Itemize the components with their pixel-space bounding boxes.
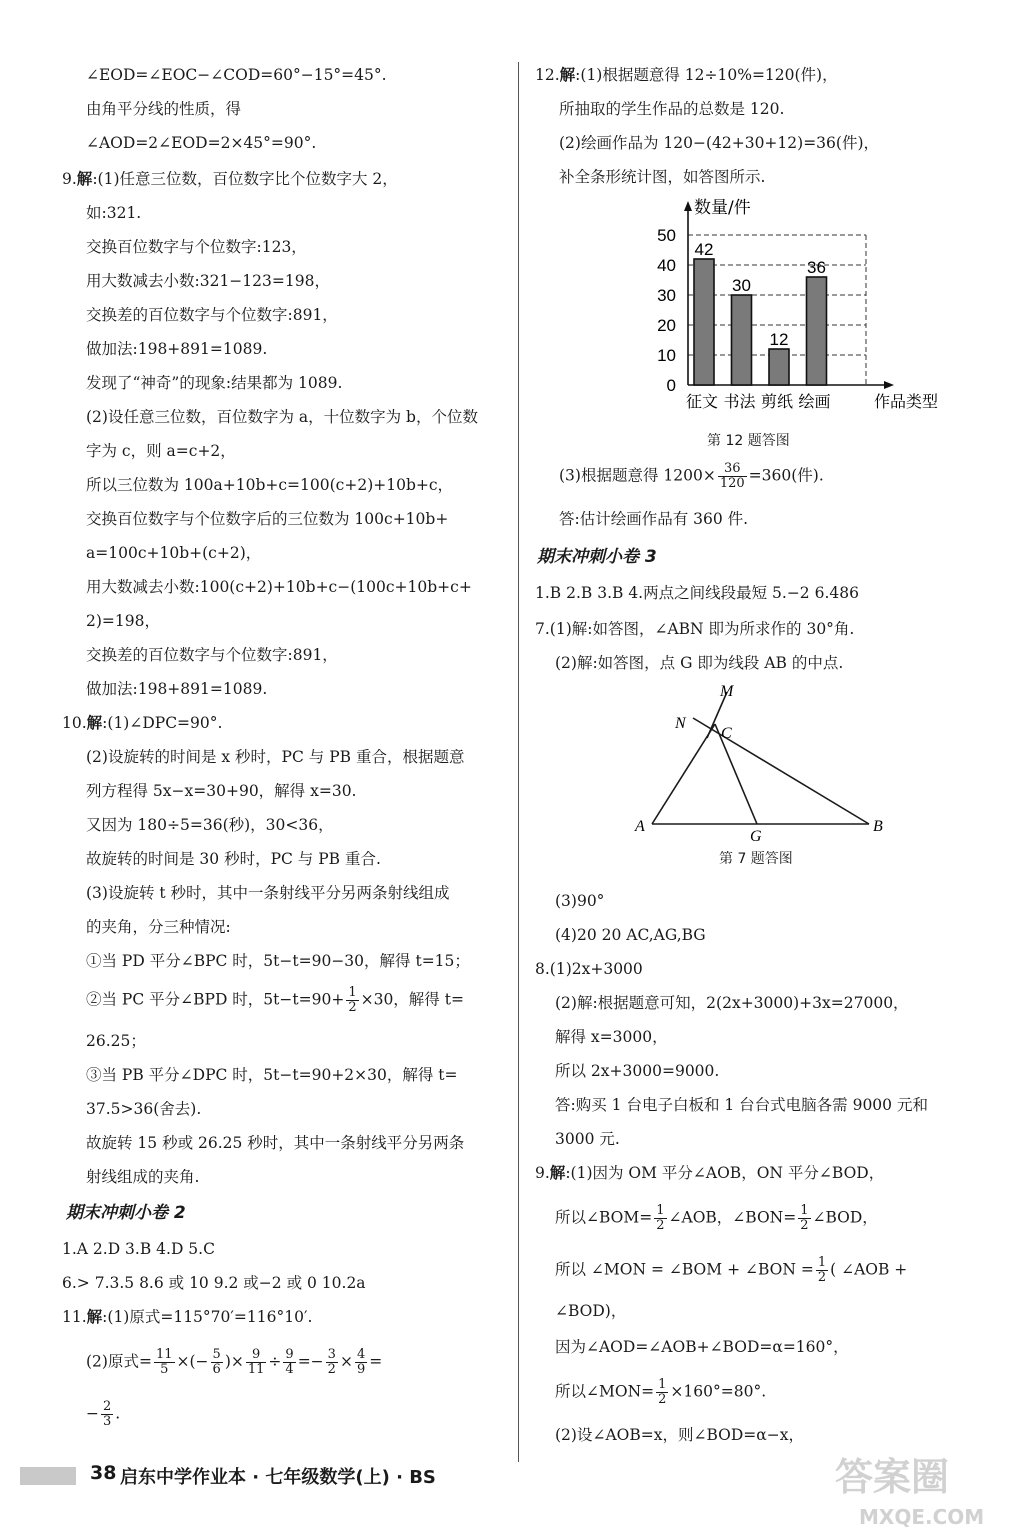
section-heading: 期末冲刺小卷 3 <box>537 547 657 567</box>
right-column <box>535 0 1005 1444</box>
text-line: 的夹角，分三种情况: <box>86 918 231 936</box>
book-title: 启东中学作业本 · 七年级数学(上) · BS <box>120 1467 436 1488</box>
text-line: ②当 PC 平分∠BPD 时，5t−t=90+ $\frac{1}{2}$ ×30，解得 t= <box>86 985 464 1015</box>
y-axis-arrow <box>684 201 692 211</box>
bar-data-label: 12 <box>769 330 789 349</box>
text-line: 交换百位数字与个位数字:123， <box>86 238 307 256</box>
text-line: 补全条形统计图，如答图所示. <box>559 168 766 186</box>
text-line: 由角平分线的性质，得 <box>86 100 242 118</box>
page-number: 38 <box>90 1462 117 1484</box>
text-line: 射线组成的夹角. <box>86 1168 200 1186</box>
text-line: ∠BOD)， <box>555 1302 627 1320</box>
question-12: 12.解:(1)根据题意得 12÷10%=120(件)， <box>535 65 838 84</box>
text-line: (2)设∠AOB=x，则∠BOD=α−x， <box>555 1426 804 1444</box>
geometry-figure <box>635 680 915 845</box>
text-line: a=100c+10b+(c+2)， <box>86 544 262 562</box>
text-line: 所以∠BOM= $\frac{1}{2}$ ∠AOB，∠BON= $\frac{1}{2}$ ∠BOD， <box>555 1203 878 1233</box>
label-c: C <box>721 725 732 742</box>
bar-data-label: 42 <box>694 240 714 259</box>
segment-ac <box>652 724 715 824</box>
answer-line: 1.A 2.D 3.B 4.D 5.C <box>62 1240 215 1258</box>
x-tick-label: 剪纸 <box>760 392 794 411</box>
x-axis-arrow <box>884 381 894 389</box>
bar-data-label: 36 <box>807 258 826 277</box>
text-line: 字为 c，则 a=c+2， <box>86 442 236 460</box>
x-tick-label: 书法 <box>723 392 756 411</box>
question-9: 9.解:(1)因为 OM 平分∠AOB，ON 平分∠BOD， <box>535 1163 885 1182</box>
text-line: 又因为 180÷5=36(秒)，30<36， <box>86 816 334 834</box>
question-7: 7.(1)解:如答图，∠ABN 即为所求作的 30°角. <box>535 620 855 638</box>
y-tick-label: 40 <box>657 256 676 275</box>
text-line: 所以∠MON= $\frac{1}{2}$ ×160°=80°. <box>555 1377 767 1407</box>
question-9: 9.解:(1)任意三位数，百位数字比个位数字大 2， <box>62 169 398 188</box>
column-divider <box>518 62 519 1462</box>
watermark-logo <box>829 1446 999 1530</box>
text-line: 用大数减去小数:321−123=198， <box>86 272 330 290</box>
y-axis-label: 数量/件 <box>694 198 751 218</box>
text-line: (2)解:根据题意可知，2(2x+3000)+3x=27000， <box>555 994 909 1012</box>
figure-caption: 第 12 题答图 <box>707 433 790 449</box>
text-line: 交换差的百位数字与个位数字:891， <box>86 306 338 324</box>
y-tick-label: 20 <box>657 316 676 335</box>
text-line: 26.25； <box>86 1032 146 1050</box>
text-line: 如:321. <box>86 204 142 222</box>
text-line: (3)90° <box>555 892 605 910</box>
text-line: 所以 2x+3000=9000. <box>555 1062 720 1080</box>
x-axis-label: 作品类型 <box>874 392 939 411</box>
text-line: ∠AOD=2∠EOD=2×45°=90°. <box>86 134 317 152</box>
text-line: 所以三位数为 100a+10b+c=100(c+2)+10b+c， <box>86 476 454 494</box>
label-g: G <box>750 828 762 845</box>
text-line: 做加法:198+891=1089. <box>86 680 268 698</box>
text-line: 所以 ∠MON = ∠BOM + ∠BON = $\frac{1}{2}$ ( ∠AOB + <box>555 1255 908 1285</box>
text-line: 用大数减去小数:100(c+2)+10b+c−(100c+10b+c+ <box>86 578 472 596</box>
text-line: (3)根据题意得 1200× $\frac{36}{120}$ =360(件). <box>559 461 824 491</box>
text-line: (2)绘画作品为 120−(42+30+12)=36(件)， <box>559 134 879 152</box>
y-tick-label: 30 <box>657 286 676 305</box>
text-line: 发现了“神奇”的现象:结果都为 1089. <box>86 374 343 392</box>
bar <box>807 277 827 385</box>
text-line: (2)解:如答图，点 G 即为线段 AB 的中点. <box>555 654 844 672</box>
watermark-logo-text: 答案圈 <box>835 1455 950 1499</box>
text-line: 所抽取的学生作品的总数是 120. <box>559 100 785 118</box>
bar <box>694 259 714 385</box>
label-m: M <box>720 683 734 700</box>
answer-line: 1.B 2.B 3.B 4.两点之间线段最短 5.−2 6.486 <box>535 584 859 602</box>
label-a: A <box>635 818 645 835</box>
text-line: 3000 元. <box>555 1130 620 1148</box>
text-line: (4)20 20 AC,AG,BG <box>555 926 706 944</box>
y-tick-label: 10 <box>657 346 676 365</box>
text-line: (2)设旋转的时间是 x 秒时，PC 与 PB 重合，根据题意 <box>86 748 465 766</box>
answer-line: 6.> 7.3.5 8.6 或 10 9.2 或−2 或 0 10.2a <box>62 1274 366 1292</box>
watermark-url: MXQE.COM <box>859 1505 985 1529</box>
text-line: 解得 x=3000， <box>555 1028 668 1046</box>
text-line: 37.5>36(舍去). <box>86 1100 202 1118</box>
text-line: 答:购买 1 台电子白板和 1 台台式电脑各需 9000 元和 <box>555 1096 928 1114</box>
section-heading: 期末冲刺小卷 2 <box>66 1203 186 1223</box>
figure-caption: 第 7 题答图 <box>719 851 793 867</box>
bar <box>732 295 752 385</box>
text-line: (3)设旋转 t 秒时，其中一条射线平分另两条射线组成 <box>86 884 450 902</box>
bar-chart <box>630 195 990 425</box>
text-line: 2)=198， <box>86 612 160 630</box>
text-line: 答:估计绘画作品有 360 件. <box>559 510 749 528</box>
text-line: 故旋转的时间是 30 秒时，PC 与 PB 重合. <box>86 850 381 868</box>
question-10: 10.解:(1)∠DPC=90°. <box>62 713 223 732</box>
label-n: N <box>675 715 686 732</box>
text-line: 因为∠AOD=∠AOB+∠BOD=α=160°， <box>555 1338 849 1356</box>
text-line: 故旋转 15 秒或 26.25 秒时，其中一条射线平分另两条 <box>86 1134 465 1152</box>
y-tick-label: 0 <box>666 376 676 395</box>
text-line: 列方程得 5x−x=30+90，解得 x=30. <box>86 782 357 800</box>
text-line: ①当 PD 平分∠BPC 时，5t−t=90−30，解得 t=15； <box>86 952 470 970</box>
x-tick-label: 绘画 <box>798 392 831 411</box>
y-tick-label: 50 <box>657 226 676 245</box>
footer-bar <box>20 1467 76 1485</box>
formula-line: − $\frac{2}{3}$ . <box>86 1399 121 1429</box>
left-column <box>62 0 512 1440</box>
text-line: 做加法:198+891=1089. <box>86 340 268 358</box>
x-tick-label: 征文 <box>685 392 719 411</box>
text-line: ∠EOD=∠EOC−∠COD=60°−15°=45°. <box>86 66 387 84</box>
fraction: $\frac{1}{2}$ <box>348 985 357 1015</box>
question-8: 8.(1)2x+3000 <box>535 960 643 978</box>
text-line: 交换差的百位数字与个位数字:891， <box>86 646 338 664</box>
bar-data-label: 30 <box>732 276 751 295</box>
text-line: (2)设任意三位数，百位数字为 a，十位数字为 b，个位数 <box>86 408 478 426</box>
text-line: ③当 PB 平分∠DPC 时，5t−t=90+2×30，解得 t= <box>86 1066 458 1084</box>
bar <box>769 349 789 385</box>
ray-bn <box>693 718 869 824</box>
text-line: 交换百位数字与个位数字后的三位数为 100c+10b+ <box>86 510 449 528</box>
question-11: 11.解:(1)原式=115°70′=116°10′. <box>62 1307 313 1326</box>
label-b: B <box>873 818 883 835</box>
formula-line: (2)原式= $\frac{11}{5}$ ×(− $\frac{5}{6}$ )× $\frac{9}{11}$ ÷ $\frac{9}{4}$ =− $\frac{3}{2}$ × $\frac{4}{9}$ = <box>86 1347 383 1377</box>
